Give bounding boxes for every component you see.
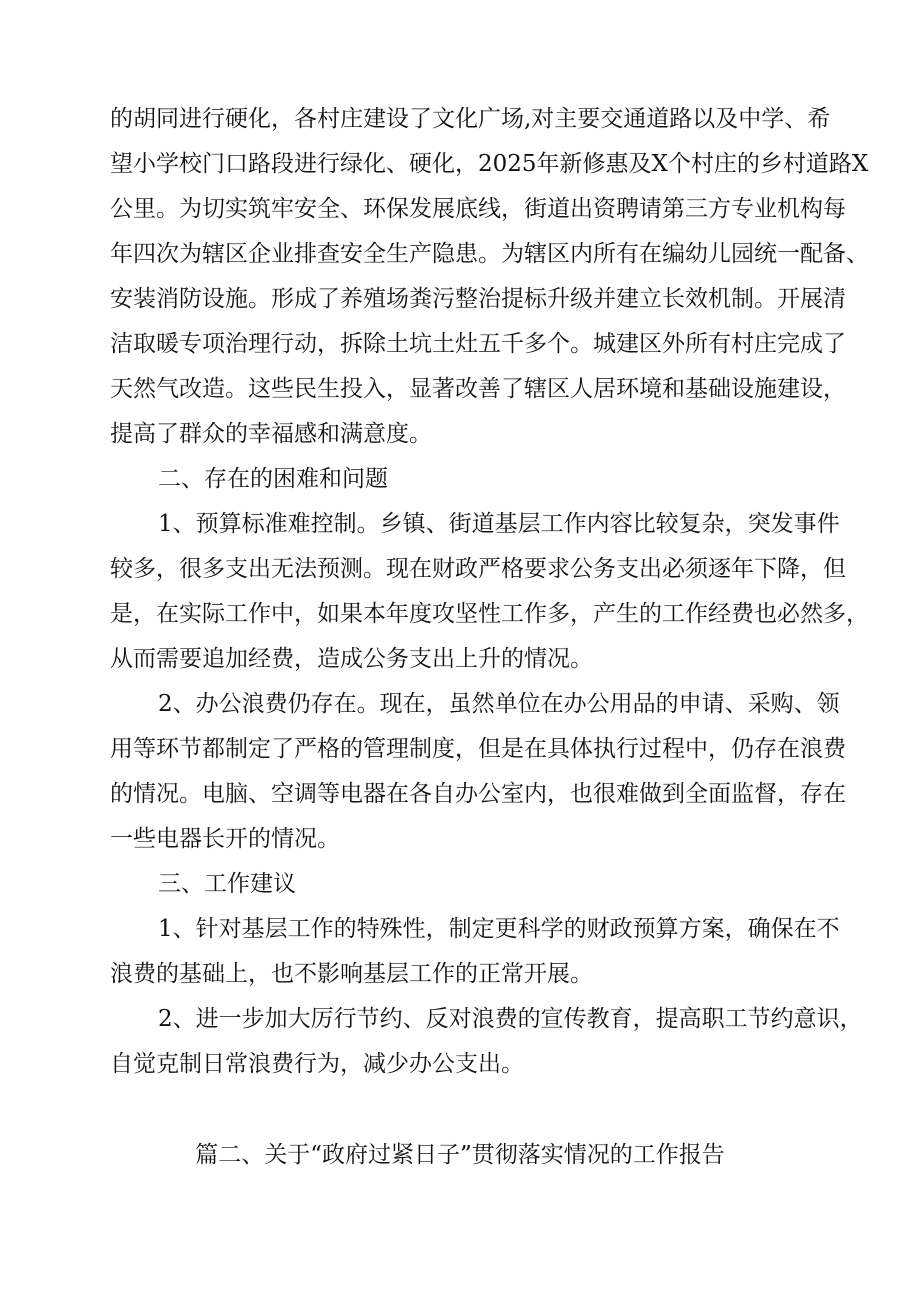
paragraph-line: 公里。为切实筑牢安全、环保发展底线，街道出资聘请第三方专业机构每 bbox=[110, 196, 846, 222]
paragraph-line: 1、预算标准难控制。乡镇、街道基层工作内容比较复杂，突发事件 bbox=[158, 511, 840, 537]
paragraph-line: 天然气改造。这些民生投入，显著改善了辖区人居环境和基础设施建设， bbox=[110, 376, 846, 402]
paragraph-line: 从而需要追加经费，造成公务支出上升的情况。 bbox=[110, 646, 593, 672]
paragraph-line: 较多，很多支出无法预测。现在财政严格要求公务支出必须逐年下降，但 bbox=[110, 556, 846, 582]
paragraph-line: 洁取暖专项治理行动，拆除土坑土灶五千多个。城建区外所有村庄完成了 bbox=[110, 331, 846, 357]
paragraph-line: 年四次为辖区企业排查安全生产隐患。为辖区内所有在编幼儿园统一配备、 bbox=[110, 241, 869, 267]
article-title: 篇二、关于“政府过紧日子”贯彻落实情况的工作报告 bbox=[195, 1142, 725, 1168]
paragraph-line: 提高了群众的幸福感和满意度。 bbox=[110, 421, 432, 447]
paragraph-line: 是，在实际工作中，如果本年度攻坚性工作多，产生的工作经费也必然多， bbox=[110, 601, 869, 627]
paragraph-line: 的胡同进行硬化，各村庄建设了文化广场,对主要交通道路以及中学、希 bbox=[110, 106, 831, 132]
paragraph-line: 用等环节都制定了严格的管理制度，但是在具体执行过程中，仍存在浪费 bbox=[110, 736, 846, 762]
paragraph-line: 望小学校门口路段进行绿化、硬化，2025年新修惠及X个村庄的乡村道路X bbox=[110, 151, 869, 177]
paragraph-line: 一些电器长开的情况。 bbox=[110, 826, 340, 852]
paragraph-line: 2、办公浪费仍存在。现在，虽然单位在办公用品的申请、采购、领 bbox=[158, 691, 840, 717]
paragraph-line: 浪费的基础上，也不影响基层工作的正常开展。 bbox=[110, 961, 593, 987]
paragraph-line: 安装消防设施。形成了养殖场粪污整治提标升级并建立长效机制。开展清 bbox=[110, 286, 846, 312]
paragraph-line: 自觉克制日常浪费行为，减少办公支出。 bbox=[110, 1051, 524, 1077]
paragraph-line: 2、进一步加大厉行节约、反对浪费的宣传教育，提高职工节约意识， bbox=[158, 1006, 863, 1032]
section-heading: 三、工作建议 bbox=[158, 871, 296, 897]
paragraph-line: 1、针对基层工作的特殊性，制定更科学的财政预算方案，确保在不 bbox=[158, 916, 840, 942]
paragraph-line: 的情况。电脑、空调等电器在各自办公室内，也很难做到全面监督，存在 bbox=[110, 781, 846, 807]
section-heading: 二、存在的困难和问题 bbox=[158, 466, 388, 492]
